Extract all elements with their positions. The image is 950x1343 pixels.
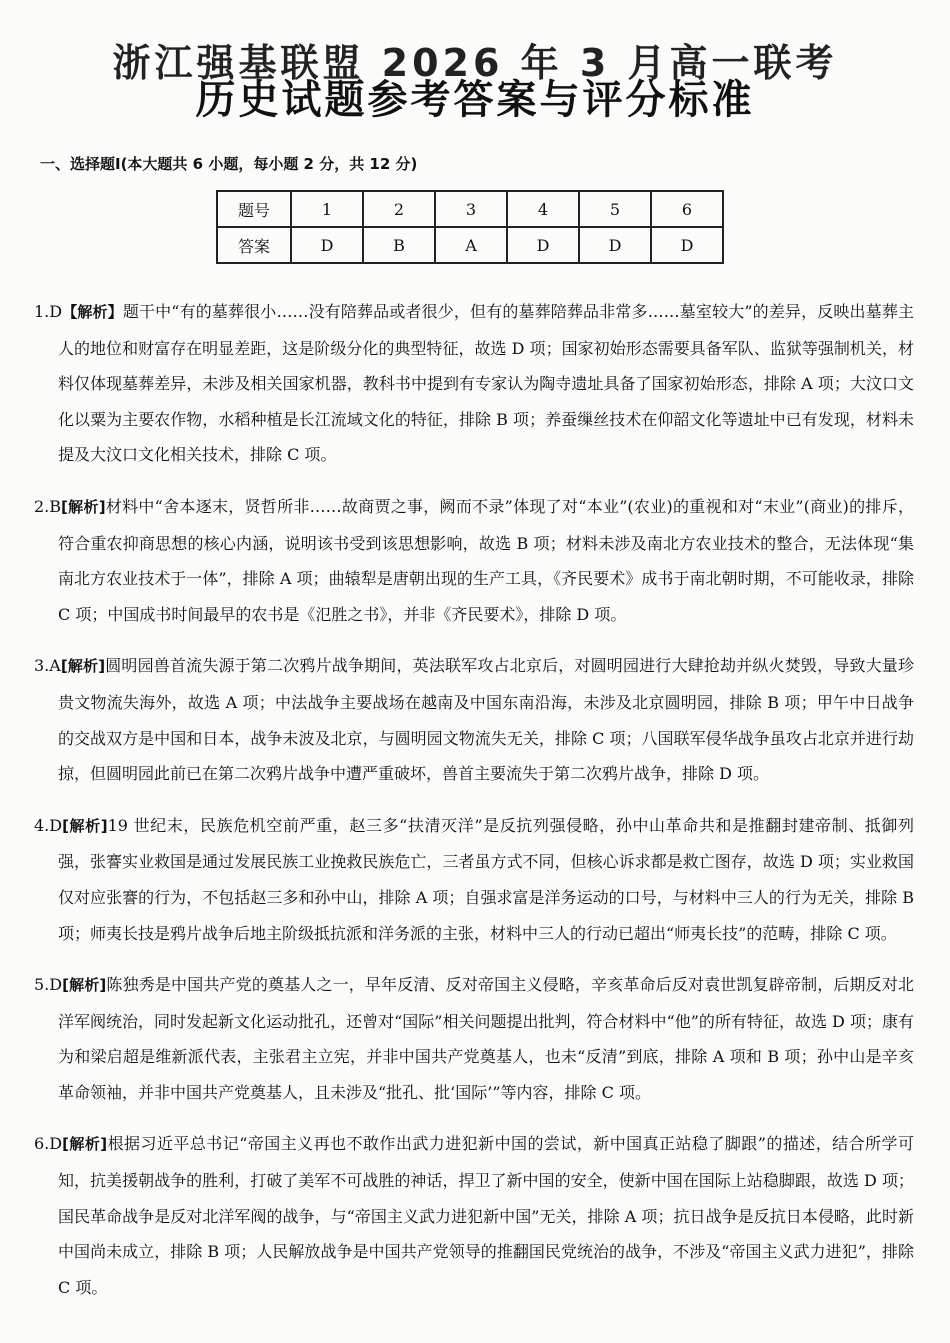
- answer-cell: D: [507, 227, 579, 263]
- page-title: 历史试题参考答案与评分标准: [195, 77, 755, 123]
- analysis-tag: 【解析】: [62, 303, 123, 321]
- question-number: 3: [435, 191, 507, 227]
- question-number: 5: [579, 191, 651, 227]
- explanation-item: [34, 967, 914, 1110]
- explanation-item: [34, 1126, 914, 1305]
- analysis-tag: [解析]: [62, 976, 107, 995]
- question-number: 2: [363, 191, 435, 227]
- answer-cell: D: [651, 227, 723, 263]
- answer-cell: D: [291, 227, 363, 263]
- explanation-item: [34, 489, 914, 632]
- explanation-item: [34, 808, 914, 951]
- row-label-number: 题号: [217, 191, 291, 227]
- item-number: 2.: [34, 496, 50, 516]
- item-text: 材料中“舍本逐末，贤哲所非……故商贾之事，阙而不录”体现了对“本业”(农业)的重视和对“末业”(商业)的排斥，符合重农抑商思想的核心内涵，说明该书受到该思想影响，故选 B 项；材料未涉及南北方农业技术的整合，无法体现“集南北方农业技术于一体”，排除 A 项；曲辕犁是唐朝出现的生产工具，《齐民要术》成书于南北朝时期，不可能收录，排除 C 项；中国成书时间最早的农书是《氾胜之书》，并非《齐民要术》，排除 D 项。: [58, 496, 914, 624]
- question-number: 4: [507, 191, 579, 227]
- explanations-list: [34, 278, 914, 1305]
- item-answer: D: [49, 815, 63, 835]
- answer-cell: B: [363, 227, 435, 263]
- item-number: 6.: [34, 1134, 50, 1154]
- item-answer: B: [49, 496, 62, 516]
- item-answer: D: [49, 1134, 63, 1154]
- item-text: 圆明园兽首流失源于第二次鸦片战争期间，英法联军攻占北京后，对圆明园进行大肆抢劫并纵火焚毁，导致大量珍贵文物流失海外，故选 A 项；中法战争主要战场在越南及中国东南沿海，未涉及北京圆明园，排除 B 项；甲午中日战争的交战双方是中国和日本，战争未波及北京，与圆明园文物流失无关，排除 C 项；八国联军侵华战争虽攻占北京并进行劫掠，但圆明园此前已在第二次鸦片战争中遭严重破坏，兽首主要流失于第二次鸦片战争，排除 D 项。: [58, 656, 914, 784]
- analysis-tag: [解析]: [62, 816, 108, 835]
- question-number: 1: [291, 191, 363, 227]
- row-label-answer: 答案: [217, 227, 291, 263]
- answer-cell: A: [435, 227, 507, 263]
- item-number: 3.: [34, 656, 50, 676]
- question-number: 6: [651, 191, 723, 227]
- item-answer: A: [49, 656, 61, 676]
- item-number: 5.: [34, 975, 50, 995]
- answer-table-row-numbers: [217, 191, 723, 227]
- header-top-line-clip: [0, 14, 950, 85]
- answer-cell: D: [579, 227, 651, 263]
- analysis-tag: [解析]: [60, 657, 106, 676]
- section-heading: 一、选择题Ⅰ(本大题共 6 小题，每小题 2 分，共 12 分): [40, 155, 418, 173]
- item-number: 1.: [34, 302, 50, 321]
- explanation-item: [34, 294, 914, 473]
- item-text: 19 世纪末，民族危机空前严重，赵三多“扶清灭洋”是反抗列强侵略，孙中山革命共和是推翻封建帝制、抵御列强，张謇实业救国是通过发展民族工业挽救民族危亡，三者虽方式不同，但核心诉求都是救亡图存，故选 D 项；实业救国仅对应张謇的行为，不包括赵三多和孙中山，排除 A 项；自强求富是洋务运动的口号，与材料中三人的行为无关，排除 B 项；师夷长技是鸦片战争后地主阶级抵抗派和洋务派的主张，材料中三人的行动已超出“师夷长技”的范畴，排除 C 项。: [58, 815, 914, 943]
- item-text: 题干中“有的墓葬很小……没有陪葬品或者很少，但有的墓葬陪葬品非常多……墓室较大”的差异，反映出墓葬主人的地位和财富存在明显差距，这是阶级分化的典型特征，故选 D 项；国家初始形态需要具备军队、监狱等强制机关，材料仅体现墓葬差异，未涉及相关国家机器，教科书中提到有专家认为陶寺遗址具备了国家初始形态，排除 A 项；大汶口文化以粟为主要农作物，水稻种植是长江流域文化的特征，排除 B 项；养蚕缫丝技术在仰韶文化等遗址中已有发现，材料未提及大汶口文化相关技术，排除 C 项。: [58, 302, 914, 465]
- analysis-tag: [解析]: [62, 1135, 108, 1154]
- item-answer: D: [49, 302, 63, 321]
- analysis-tag: [解析]: [61, 497, 106, 516]
- item-answer: D: [49, 975, 63, 995]
- answer-table-row-answers: [217, 227, 723, 263]
- item-text: 陈独秀是中国共产党的奠基人之一，早年反清、反对帝国主义侵略，辛亥革命后反对袁世凯复辟帝制，后期反对北洋军阀统治，同时发起新文化运动批孔，还曾对“国际”相关问题提出批判，符合材料中“他”的所有特征，故选 D 项；康有为和梁启超是维新派代表，主张君主立宪，并非中国共产党奠基人，也未“反清”到底，排除 A 项和 B 项；孙中山是辛亥革命领袖，并非中国共产党奠基人，且未涉及“批孔、批‘国际’”等内容，排除 C 项。: [58, 975, 914, 1102]
- item-text: 根据习近平总书记“帝国主义再也不敢作出武力进犯新中国的尝试，新中国真正站稳了脚跟”的描述，结合所学可知，抗美援朝战争的胜利，打破了美军不可战胜的神话，捍卫了新中国的安全，使新中国在国际上站稳脚跟，故选 D 项；国民革命战争是反对北洋军阀的战争，与“帝国主义武力进犯新中国”无关，排除 A 项；抗日战争是反抗日本侵略，此时新中国尚未成立，排除 B 项；人民解放战争是中国共产党领导的推翻国民党统治的战争，不涉及“帝国主义武力进犯”，排除 C 项。: [58, 1134, 914, 1297]
- explanation-item: [34, 648, 914, 791]
- answer-table: [216, 190, 724, 264]
- exam-name: 浙江强基联盟 2026 年 3 月高一联考: [112, 41, 838, 85]
- item-number: 4.: [34, 815, 50, 835]
